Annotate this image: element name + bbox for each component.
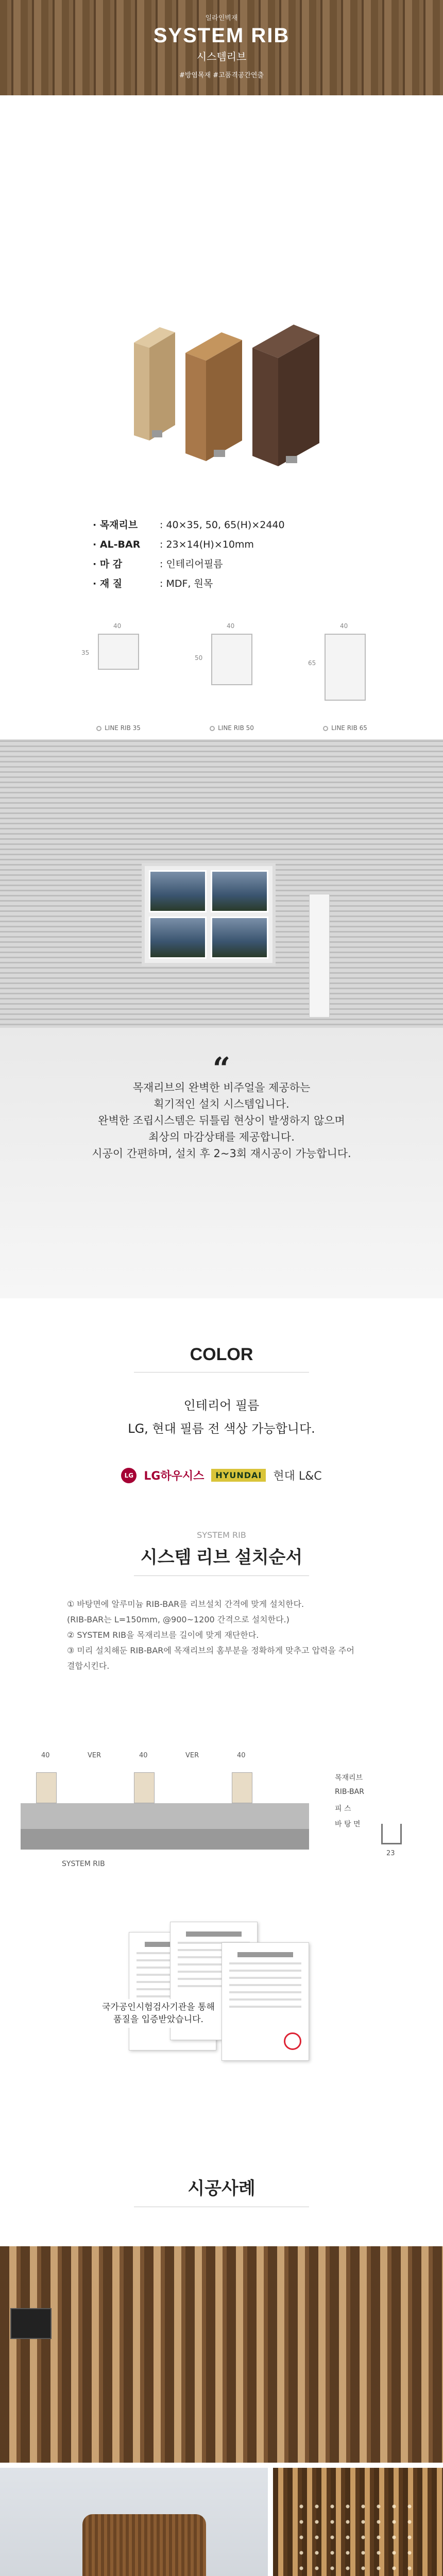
hyundai-brand-name: 현대 L&C: [273, 1470, 322, 1483]
hyundai-logo-icon: HYUNDAI: [211, 1469, 266, 1482]
install-diagram: [21, 1731, 422, 1868]
legend-label: 바 탕 면: [335, 1820, 361, 1828]
spec-row: [93, 554, 285, 574]
profile-label: LINE RIB 35: [77, 724, 160, 732]
profile-label: LINE RIB 50: [191, 724, 273, 732]
rib-bar-layer: [21, 1803, 309, 1829]
spec-key: · 마 감: [93, 558, 123, 570]
dim-label: VER: [88, 1752, 101, 1759]
channel-profile: [381, 1824, 402, 1844]
lg-logo-icon: LG: [121, 1468, 137, 1483]
color-section: [0, 1298, 443, 1510]
spec-value: : 23×14(H)×10mm: [160, 539, 254, 550]
profile-width: 40: [227, 622, 235, 630]
rib-piece: [232, 1772, 252, 1803]
profile-drawings: [77, 613, 386, 732]
profile-height: 35: [81, 649, 90, 656]
spec-value: : MDF, 원목: [160, 578, 213, 589]
artwork-picture: [149, 917, 207, 959]
brand-logos: [0, 1467, 443, 1483]
profile-rib-65: [304, 613, 386, 732]
cases-section: [0, 2128, 443, 2576]
legend-label: 피 스: [335, 1805, 351, 1813]
showroom-photo: [0, 739, 443, 1298]
tv-screen: [10, 2308, 52, 2339]
install-steps: [67, 1597, 376, 1674]
certificate-doc: [222, 1942, 309, 2061]
divider: [134, 1575, 309, 1576]
profile-shape: [325, 634, 366, 701]
legend-label: RIB-BAR: [335, 1788, 364, 1796]
profile-label: LINE RIB 65: [304, 724, 386, 732]
install-title: 시스템 리브 설치순서: [140, 1548, 303, 1567]
quote-line: 목재리브의 완벽한 비주얼을 제공하는: [132, 1081, 311, 1094]
artwork-frame: [142, 863, 276, 966]
rib-wall: [82, 2514, 206, 2576]
case-photo: [273, 2468, 443, 2576]
profile-height: 50: [195, 654, 203, 662]
install-step: (RIB-BAR는 L=150mm, @900~1200 간격으로 설치한다.): [67, 1615, 289, 1624]
dim-label: 40: [237, 1752, 246, 1759]
profile-shape: [98, 634, 139, 670]
color-line-1: 인테리어 필름: [183, 1398, 260, 1413]
hero-title: SYSTEM RIB: [153, 24, 290, 47]
install-small-title: SYSTEM RIB: [197, 1530, 246, 1540]
color-title: COLOR: [190, 1345, 253, 1364]
case-photo: [0, 2468, 268, 2576]
profile-width: 40: [340, 622, 348, 630]
kiosk-stand: [309, 894, 330, 1018]
install-step: 결합시킨다.: [67, 1661, 110, 1671]
color-line-2: LG, 현대 필름 전 색상 가능합니다.: [128, 1421, 315, 1436]
base-layer: [21, 1829, 309, 1850]
spec-list: [93, 515, 285, 594]
lg-brand-name: LG하우시스: [144, 1470, 205, 1483]
hero-top-label: 일라인벽재: [205, 14, 238, 22]
quote-line: 완벽한 조립시스템은 뒤틀림 현상이 발생하지 않으며: [98, 1114, 345, 1127]
quote-line: 최상의 마감상태를 제공합니다.: [148, 1131, 295, 1143]
feature-quote: [0, 1051, 443, 1162]
artwork-picture: [211, 870, 268, 912]
artwork-picture: [149, 870, 207, 912]
channel-dim: 23: [386, 1850, 395, 1857]
spec-value: : 40×35, 50, 65(H)×2440: [160, 519, 285, 531]
quote-line: 시공이 간편하며, 설치 후 2~3회 재시공이 가능합니다.: [92, 1147, 351, 1160]
install-step: ② SYSTEM RIB을 목재리브를 길이에 맞게 재단한다.: [67, 1630, 259, 1640]
install-section: [0, 1510, 443, 2128]
hero-banner: [0, 0, 443, 95]
spec-row: [93, 535, 285, 554]
install-step: ③ 미리 설치해둔 RIB-BAR에 목재리브의 홈부분을 정확하게 맞추고 압력을 주어: [67, 1646, 354, 1655]
spec-key: · 목재리브: [93, 519, 138, 531]
hero-tags: #방염목재 #고품격공간연출: [179, 72, 264, 79]
spec-value: : 인테리어필름: [160, 558, 223, 570]
case-photo: [0, 2246, 443, 2463]
profile-rib-50: [191, 613, 273, 732]
quote-line: 획기적인 설치 시스템입니다.: [154, 1098, 289, 1110]
profile-rib-35: [77, 613, 160, 732]
dim-label: 40: [41, 1752, 50, 1759]
rib-piece: [36, 1772, 57, 1803]
cases-title: 시공사례: [188, 2179, 255, 2198]
certificates: [0, 1911, 443, 2117]
dim-label: 40: [139, 1752, 148, 1759]
product-image: [103, 312, 340, 477]
spec-key: · AL-BAR: [93, 539, 141, 550]
spec-row: [93, 515, 285, 535]
profile-shape: [211, 634, 252, 685]
legend-label: 목재리브: [335, 1774, 363, 1782]
ceiling-lights: [294, 2499, 417, 2576]
quote-mark-icon: “: [212, 1051, 231, 1087]
profile-height: 65: [308, 659, 316, 667]
profile-width: 40: [113, 622, 122, 630]
dim-label: VER: [185, 1752, 199, 1759]
rib-piece: [134, 1772, 155, 1803]
hero-subtitle: 시스템리브: [196, 50, 247, 63]
install-step: ① 바탕면에 알루미늄 RIB-BAR를 리브설치 간격에 맞게 설치한다.: [67, 1599, 304, 1609]
system-rib-logo: SYSTEM RIB: [62, 1860, 105, 1868]
artwork-picture: [211, 917, 268, 959]
wood-ribs-illustration: [103, 312, 340, 477]
spec-row: [93, 574, 285, 594]
spec-key: · 재 질: [93, 578, 123, 589]
certificate-caption: 국가공인시험검사기관을 통해 품질을 입증받았습니다.: [98, 1999, 219, 2028]
product-section: [0, 95, 443, 739]
